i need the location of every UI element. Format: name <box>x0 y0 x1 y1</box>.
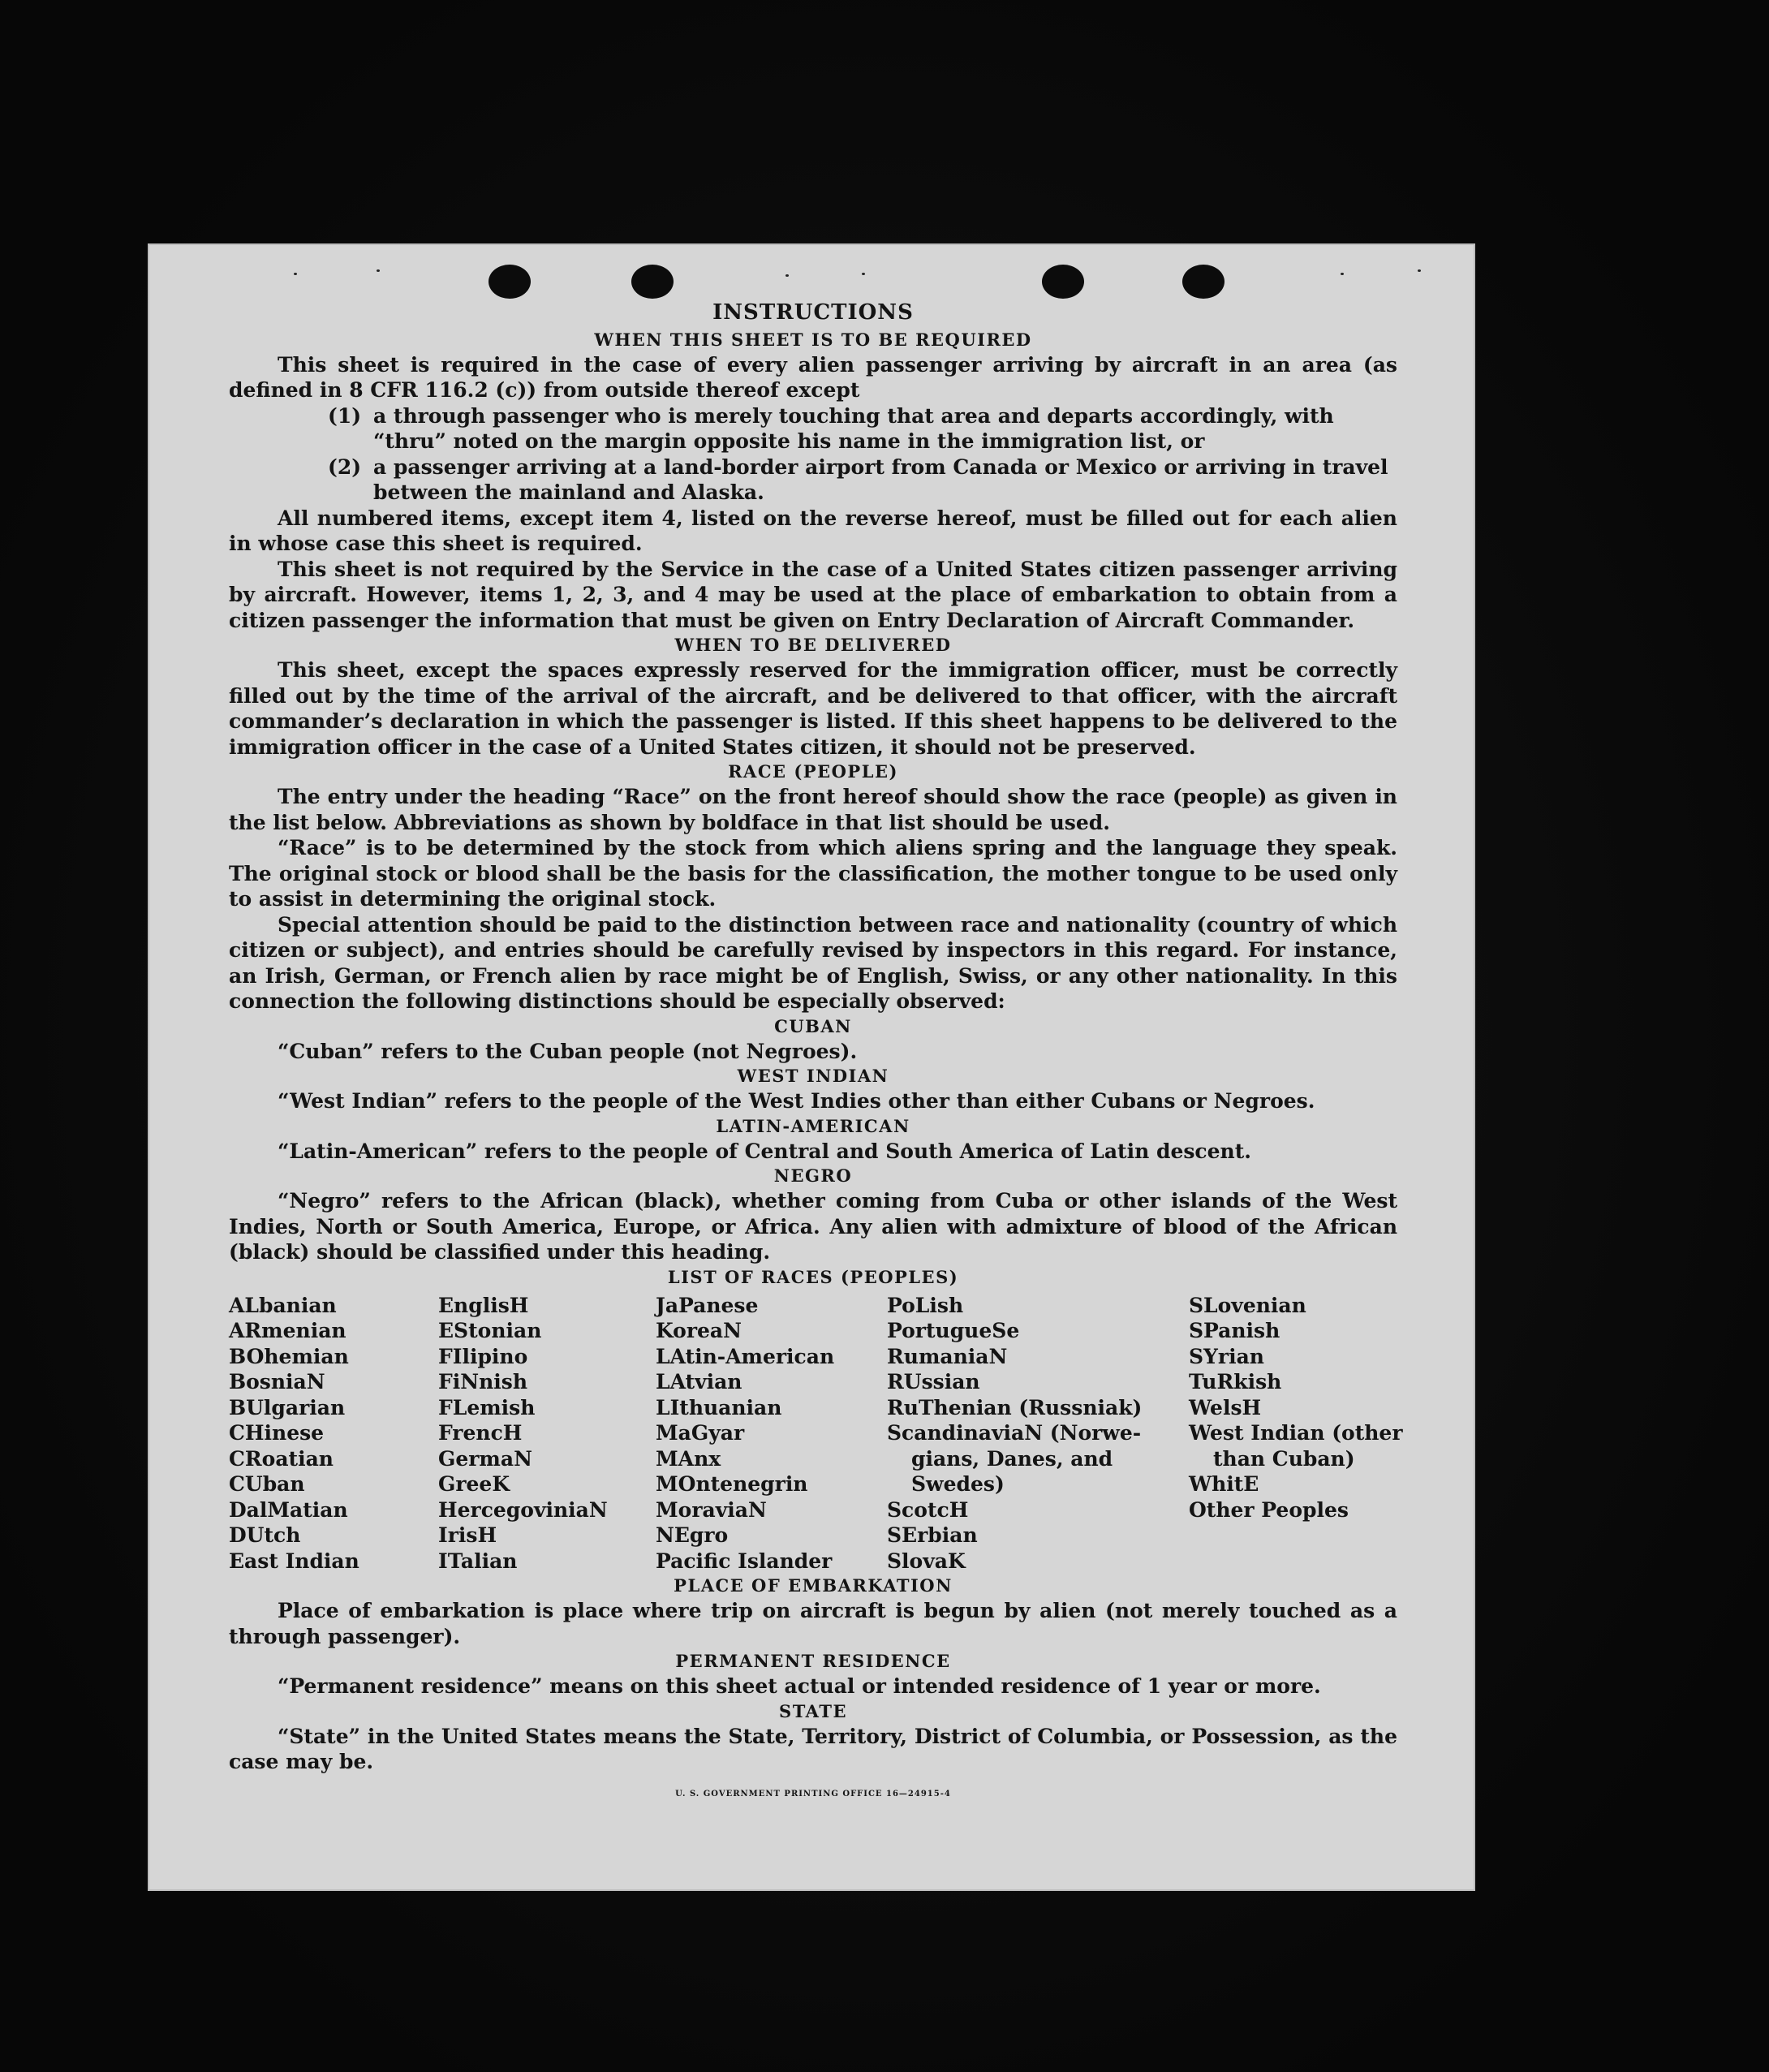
race-entry: BUlgarian <box>229 1395 346 1419</box>
dust-speck <box>294 273 297 275</box>
instructions-body <box>229 300 1403 1807</box>
race-entry: KoreaN <box>656 1319 742 1342</box>
race-entry: PoLish <box>887 1293 964 1317</box>
paragraph: “West Indian” refers to the people of the West Indies other than either Cubans or Negroes. <box>278 1089 1315 1113</box>
race-entry: LAtvian <box>656 1370 742 1394</box>
race-entry: RumaniaN <box>887 1344 1008 1368</box>
race-entry: HercegoviniaN <box>438 1497 608 1522</box>
section-heading-place-of-embarkation: PLACE OF EMBARKATION <box>674 1575 953 1596</box>
section-heading-cuban: CUBAN <box>774 1015 852 1036</box>
race-entry: ARmenian <box>229 1319 346 1342</box>
section-heading-race: RACE (PEOPLE) <box>728 761 898 782</box>
race-entry: West Indian (other <box>1189 1421 1403 1445</box>
race-entry: ScandinaviaN (Norwe- <box>887 1421 1142 1445</box>
list-item <box>328 403 1397 454</box>
list-item <box>328 454 1397 506</box>
dust-speck <box>1341 273 1344 275</box>
race-entry: EnglisH <box>438 1293 529 1317</box>
paragraph: The entry under the heading “Race” on the front hereof should show the race (people) as given in the list below. Abbreviations as shown by boldface in that list should be used. <box>229 785 1397 834</box>
item-number: (1) <box>328 403 362 428</box>
paragraph: This sheet is required in the case of every alien passenger arriving by aircraft in an area (as defined in 8 CFR 116.2 (c)) from outside thereof except <box>229 352 1397 402</box>
paragraph: Place of embarkation is place where trip on aircraft is begun by alien (not merely touched as a through passenger). <box>229 1599 1397 1648</box>
section-heading-state: STATE <box>779 1700 847 1721</box>
race-entry: ScotcH <box>887 1497 969 1522</box>
race-entry: GreeK <box>438 1472 510 1496</box>
race-entry: PortugueSe <box>887 1319 1020 1342</box>
item-text: a through passenger who is merely touching that area and departs accordingly, with “thru” noted on the margin opposite his name in the immigration list, or <box>373 403 1334 453</box>
section-heading-permanent-residence: PERMANENT RESIDENCE <box>675 1651 951 1671</box>
race-entry: RUssian <box>887 1370 980 1394</box>
paragraph: This sheet, except the spaces expressly reserved for the immigration officer, must be correctly filled out by the time of the arrival of the aircraft, and be delivered to that officer, with the aircraft commander’s declaration in which the passenger is listed. If this sheet happens to be delivered to the immigration officer in the case of a United States citizen, it should not be preserved. <box>229 658 1397 759</box>
race-entry: gians, Danes, and <box>911 1446 1113 1471</box>
race-entry: GermaN <box>438 1446 532 1471</box>
race-entry: Pacific Islander <box>656 1549 833 1573</box>
punch-hole <box>489 265 531 299</box>
race-entry: DUtch <box>229 1523 301 1547</box>
race-entry: SErbian <box>887 1523 978 1547</box>
paragraph: All numbered items, except item 4, listed on the reverse hereof, must be filled out for each alien in whose case this sheet is required. <box>229 506 1397 555</box>
race-entry: East Indian <box>229 1549 359 1573</box>
race-entry: WhitE <box>1189 1472 1259 1496</box>
race-entry: SYrian <box>1189 1344 1264 1368</box>
paragraph: “Latin-American” refers to the people of Central and South America of Latin descent. <box>278 1139 1251 1163</box>
race-entry: FLemish <box>438 1395 536 1419</box>
races-column <box>438 1293 656 1574</box>
paragraph: Special attention should be paid to the distinction between race and nationality (country of which citizen or subject), and entries should be carefully revised by inspectors in this regard. For instance, an Irish, German, or French alien by race might be of English, Swiss, or any other nationality. In this connection the following distinctions should be especially observed: <box>229 912 1397 1013</box>
race-entry: SPanish <box>1189 1319 1280 1342</box>
race-entry: BOhemian <box>229 1344 349 1368</box>
race-entry: MoraviaN <box>656 1497 767 1522</box>
race-entry: MAnx <box>656 1446 721 1471</box>
punch-hole <box>1042 265 1084 299</box>
race-entry: CUban <box>229 1472 305 1496</box>
section-heading-negro: NEGRO <box>773 1165 853 1186</box>
section-heading-west-indian: WEST INDIAN <box>737 1066 889 1086</box>
section-heading-latin-american: LATIN-AMERICAN <box>716 1115 910 1136</box>
punch-hole <box>631 265 674 299</box>
race-entry: Swedes) <box>911 1472 1005 1496</box>
race-entry: ITalian <box>438 1549 518 1573</box>
paragraph: “Race” is to be determined by the stock from which aliens spring and the language they speak. The original stock or blood shall be the basis for the classification, the mother tongue to be used only to assist in determining the original stock. <box>229 836 1397 911</box>
paragraph: “Cuban” refers to the Cuban people (not Negroes). <box>278 1039 858 1063</box>
item-number: (2) <box>328 454 362 479</box>
dust-speck <box>862 273 865 275</box>
race-entry: CRoatian <box>229 1446 334 1471</box>
dust-speck <box>786 274 789 277</box>
race-entry: LAtin-American <box>656 1344 835 1368</box>
race-entry: FIlipino <box>438 1344 528 1368</box>
races-column <box>1189 1293 1403 1574</box>
race-entry: CHinese <box>229 1421 325 1445</box>
section-heading-list-of-races: LIST OF RACES (PEOPLES) <box>667 1266 959 1287</box>
dust-speck <box>1418 269 1421 272</box>
race-entry: SLovenian <box>1189 1293 1306 1317</box>
paragraph: “State” in the United States means the State, Territory, District of Columbia, or Possession, as the case may be. <box>229 1724 1397 1773</box>
races-column <box>887 1293 1189 1574</box>
race-entry: JaPanese <box>656 1293 759 1317</box>
race-entry: FrencH <box>438 1421 523 1445</box>
race-entry: RuThenian (Russniak) <box>887 1395 1143 1419</box>
section-heading-when-delivered: WHEN TO BE DELIVERED <box>674 635 952 655</box>
races-list <box>229 1293 1403 1574</box>
race-entry: LIthuanian <box>656 1395 782 1419</box>
races-column <box>656 1293 887 1574</box>
race-entry: ALbanian <box>229 1293 337 1317</box>
paragraph: “Permanent residence” means on this sheet actual or intended residence of 1 year or more. <box>278 1674 1321 1698</box>
race-entry: WelsH <box>1189 1395 1262 1419</box>
race-entry: MaGyar <box>656 1421 745 1445</box>
race-entry: than Cuban) <box>1213 1446 1355 1471</box>
paragraph: “Negro” refers to the African (black), whether coming from Cuba or other islands of the West Indies, North or South America, Europe, or Africa. Any alien with admixture of blood of the African (black) should be classified under this heading. <box>229 1189 1397 1264</box>
races-column <box>229 1293 438 1574</box>
instruction-sheet <box>148 243 1475 1891</box>
race-entry: DalMatian <box>229 1497 348 1522</box>
race-entry: TuRkish <box>1189 1370 1282 1394</box>
race-entry: IrisH <box>438 1523 497 1547</box>
race-entry: NEgro <box>656 1523 729 1547</box>
punch-hole <box>1182 265 1225 299</box>
race-entry: BosniaN <box>229 1370 325 1394</box>
section-heading-when-required: WHEN THIS SHEET IS TO BE REQUIRED <box>594 329 1032 350</box>
race-entry: Other Peoples <box>1189 1497 1349 1522</box>
paragraph: This sheet is not required by the Service in the case of a United States citizen passenger arriving by aircraft. However, items 1, 2, 3, and 4 may be used at the place of embarkation to obtain from a citizen passenger the information that must be given on Entry Declaration of Aircraft Commander. <box>229 557 1397 632</box>
race-entry: SlovaK <box>887 1549 966 1573</box>
instructions-title: INSTRUCTIONS <box>712 300 914 325</box>
printing-office-imprint: U. S. GOVERNMENT PRINTING OFFICE 16—24915-4 <box>675 1789 951 1798</box>
race-entry: MOntenegrin <box>656 1472 808 1496</box>
race-entry: FiNnish <box>438 1370 528 1394</box>
item-text: a passenger arriving at a land-border airport from Canada or Mexico or arriving in travel between the mainland and Alaska. <box>373 454 1388 504</box>
race-entry: EStonian <box>438 1319 542 1342</box>
dust-speck <box>377 269 380 272</box>
